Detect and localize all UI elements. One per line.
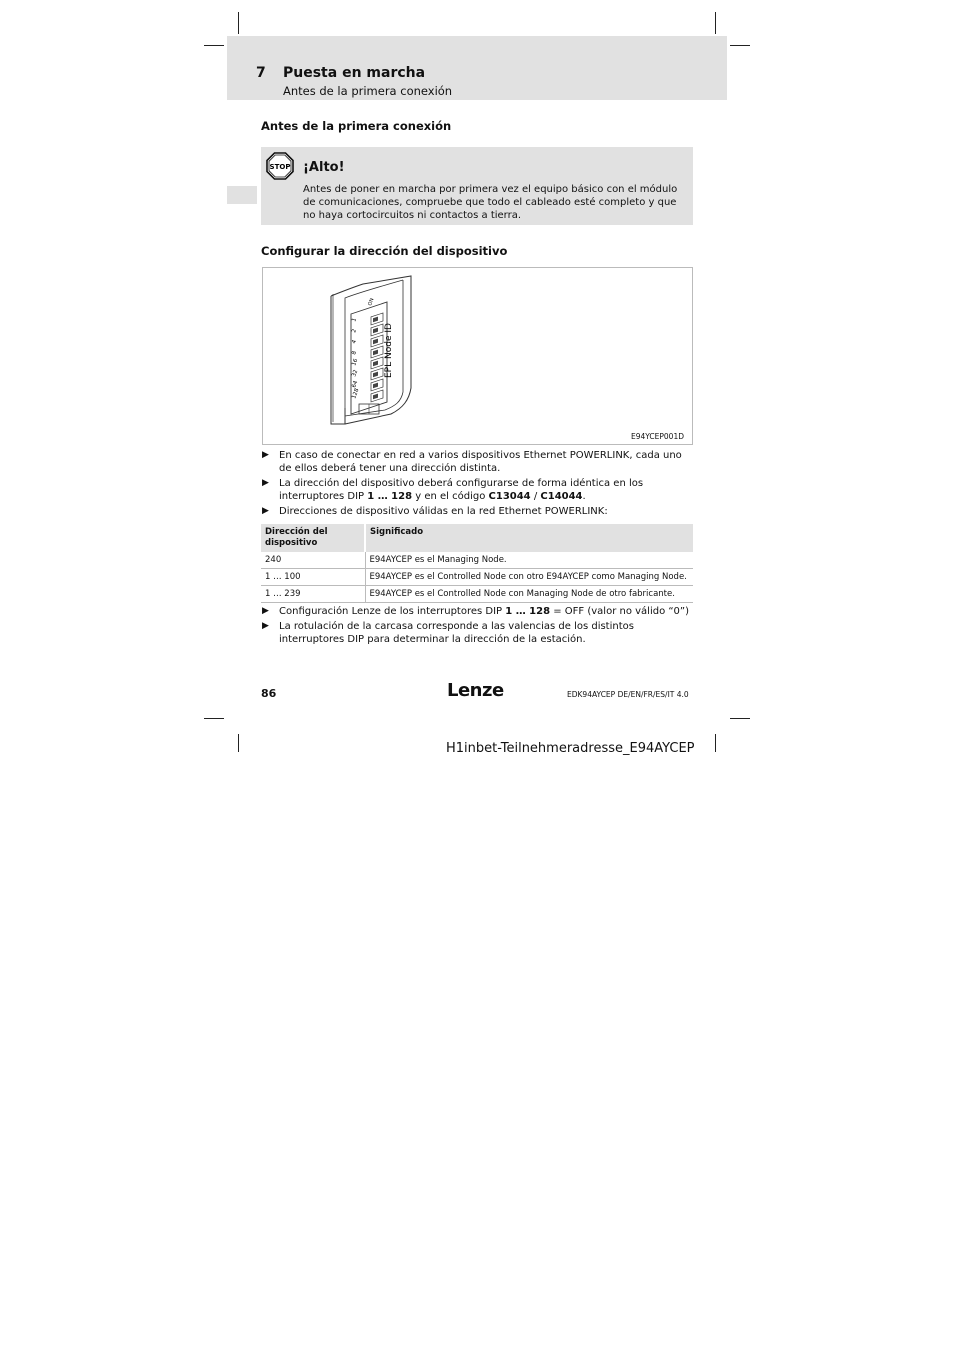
bullet-item — [261, 605, 693, 618]
table-header: Significado — [365, 524, 693, 552]
bullet-text: = OFF (valor no válido “0”) — [550, 606, 689, 617]
table-row — [261, 569, 693, 586]
bullet-arrow-icon: ▶ — [262, 450, 269, 460]
bullet-item — [261, 620, 693, 646]
bullet-item — [261, 477, 693, 503]
crop-mark — [730, 45, 750, 46]
table-header: Dirección del dispositivo — [261, 524, 365, 552]
dip-switch-figure — [262, 267, 693, 445]
dip-label: 32 — [351, 369, 360, 378]
stop-title: ¡Alto! — [303, 160, 345, 175]
dip-label: 64 — [351, 380, 360, 389]
bullet-arrow-icon: ▶ — [262, 478, 269, 488]
bullet-text: La rotulación de la carcasa corresponde a las valencias de los distintos interruptores DIP para determinar la dirección de la estación. — [279, 621, 634, 645]
table-cell: E94AYCEP es el Controlled Node con Managing Node de otro fabricante. — [365, 586, 693, 603]
table-cell: E94AYCEP es el Controlled Node con otro E94AYCEP como Managing Node. — [365, 569, 693, 586]
crop-mark — [238, 734, 239, 752]
dip-switch-drawing — [263, 268, 692, 444]
table-cell: E94AYCEP es el Managing Node. — [365, 552, 693, 569]
crop-mark — [204, 718, 224, 719]
crop-mark — [715, 734, 716, 752]
table-cell: 240 — [261, 552, 365, 569]
chapter-subtitle: Antes de la primera conexión — [283, 84, 453, 98]
chapter-number: 7 — [256, 65, 266, 81]
bullet-arrow-icon: ▶ — [262, 606, 269, 616]
bullet-text: La dirección del dispositivo deberá configurarse de forma idéntica en los interruptores DIP — [279, 478, 644, 502]
table-row — [261, 586, 693, 603]
dip-label: 16 — [351, 358, 360, 367]
crop-mark — [730, 718, 750, 719]
dip-label: 128 — [351, 387, 361, 400]
bullet-list — [261, 605, 693, 648]
stop-sign-icon — [266, 152, 294, 180]
bullet-text: y en el código — [412, 491, 489, 502]
bullet-text: / — [530, 491, 541, 502]
bullet-item — [261, 505, 693, 518]
section-title: Antes de la primera conexión — [261, 119, 452, 133]
dip-on-label: ON — [367, 297, 376, 307]
dip-label: 8 — [351, 350, 359, 356]
stop-text: Antes de poner en marcha por primera vez el equipo básico con el módulo de comunicaciones, compruebe que todo el cableado esté completo y que no haya cortocircuitos ni contactos a tierra. — [303, 184, 678, 221]
address-table — [261, 524, 693, 603]
dip-label: 4 — [351, 339, 359, 345]
bullet-text: En caso de conectar en red a varios dispositivos Ethernet POWERLINK, cada uno de ellos deberá tener una dirección distinta. — [279, 450, 682, 474]
section-title: Configurar la dirección del dispositivo — [261, 244, 508, 258]
bullet-text: 1 … 128 — [505, 606, 551, 617]
bullet-text: C14044 — [540, 491, 583, 502]
table-row — [261, 552, 693, 569]
crop-mark — [238, 12, 239, 34]
document-code: EDK94AYCEP DE/EN/FR/ES/IT 4.0 — [567, 690, 689, 699]
bullet-item — [261, 449, 693, 475]
stop-icon-text: STOP — [269, 163, 291, 171]
bullet-text: Direcciones de dispositivo válidas en la red Ethernet POWERLINK: — [279, 506, 608, 517]
file-identifier: H1inbet-Teilnehmeradresse_E94AYCEP — [446, 741, 695, 756]
dip-label: 2 — [351, 328, 359, 334]
bullet-arrow-icon: ▶ — [262, 506, 269, 516]
page-number: 86 — [261, 687, 277, 700]
dip-side-label: EPL Node ID — [384, 323, 394, 378]
dip-label: 1 — [351, 317, 359, 323]
figure-code: E94YCEP001D — [630, 432, 684, 441]
crop-mark — [204, 45, 224, 46]
bullet-text: Configuración Lenze de los interruptores DIP — [279, 606, 506, 617]
side-tab — [227, 186, 257, 204]
lenze-logo: Lenze — [447, 680, 504, 701]
chapter-title: Puesta en marcha — [283, 65, 426, 81]
bullet-text: . — [582, 491, 586, 502]
bullet-list — [261, 449, 693, 520]
table-cell: 1 … 100 — [261, 569, 365, 586]
bullet-text: C13044 — [488, 491, 531, 502]
bullet-text: 1 … 128 — [367, 491, 413, 502]
table-cell: 1 … 239 — [261, 586, 365, 603]
bullet-arrow-icon: ▶ — [262, 621, 269, 631]
crop-mark — [715, 12, 716, 34]
